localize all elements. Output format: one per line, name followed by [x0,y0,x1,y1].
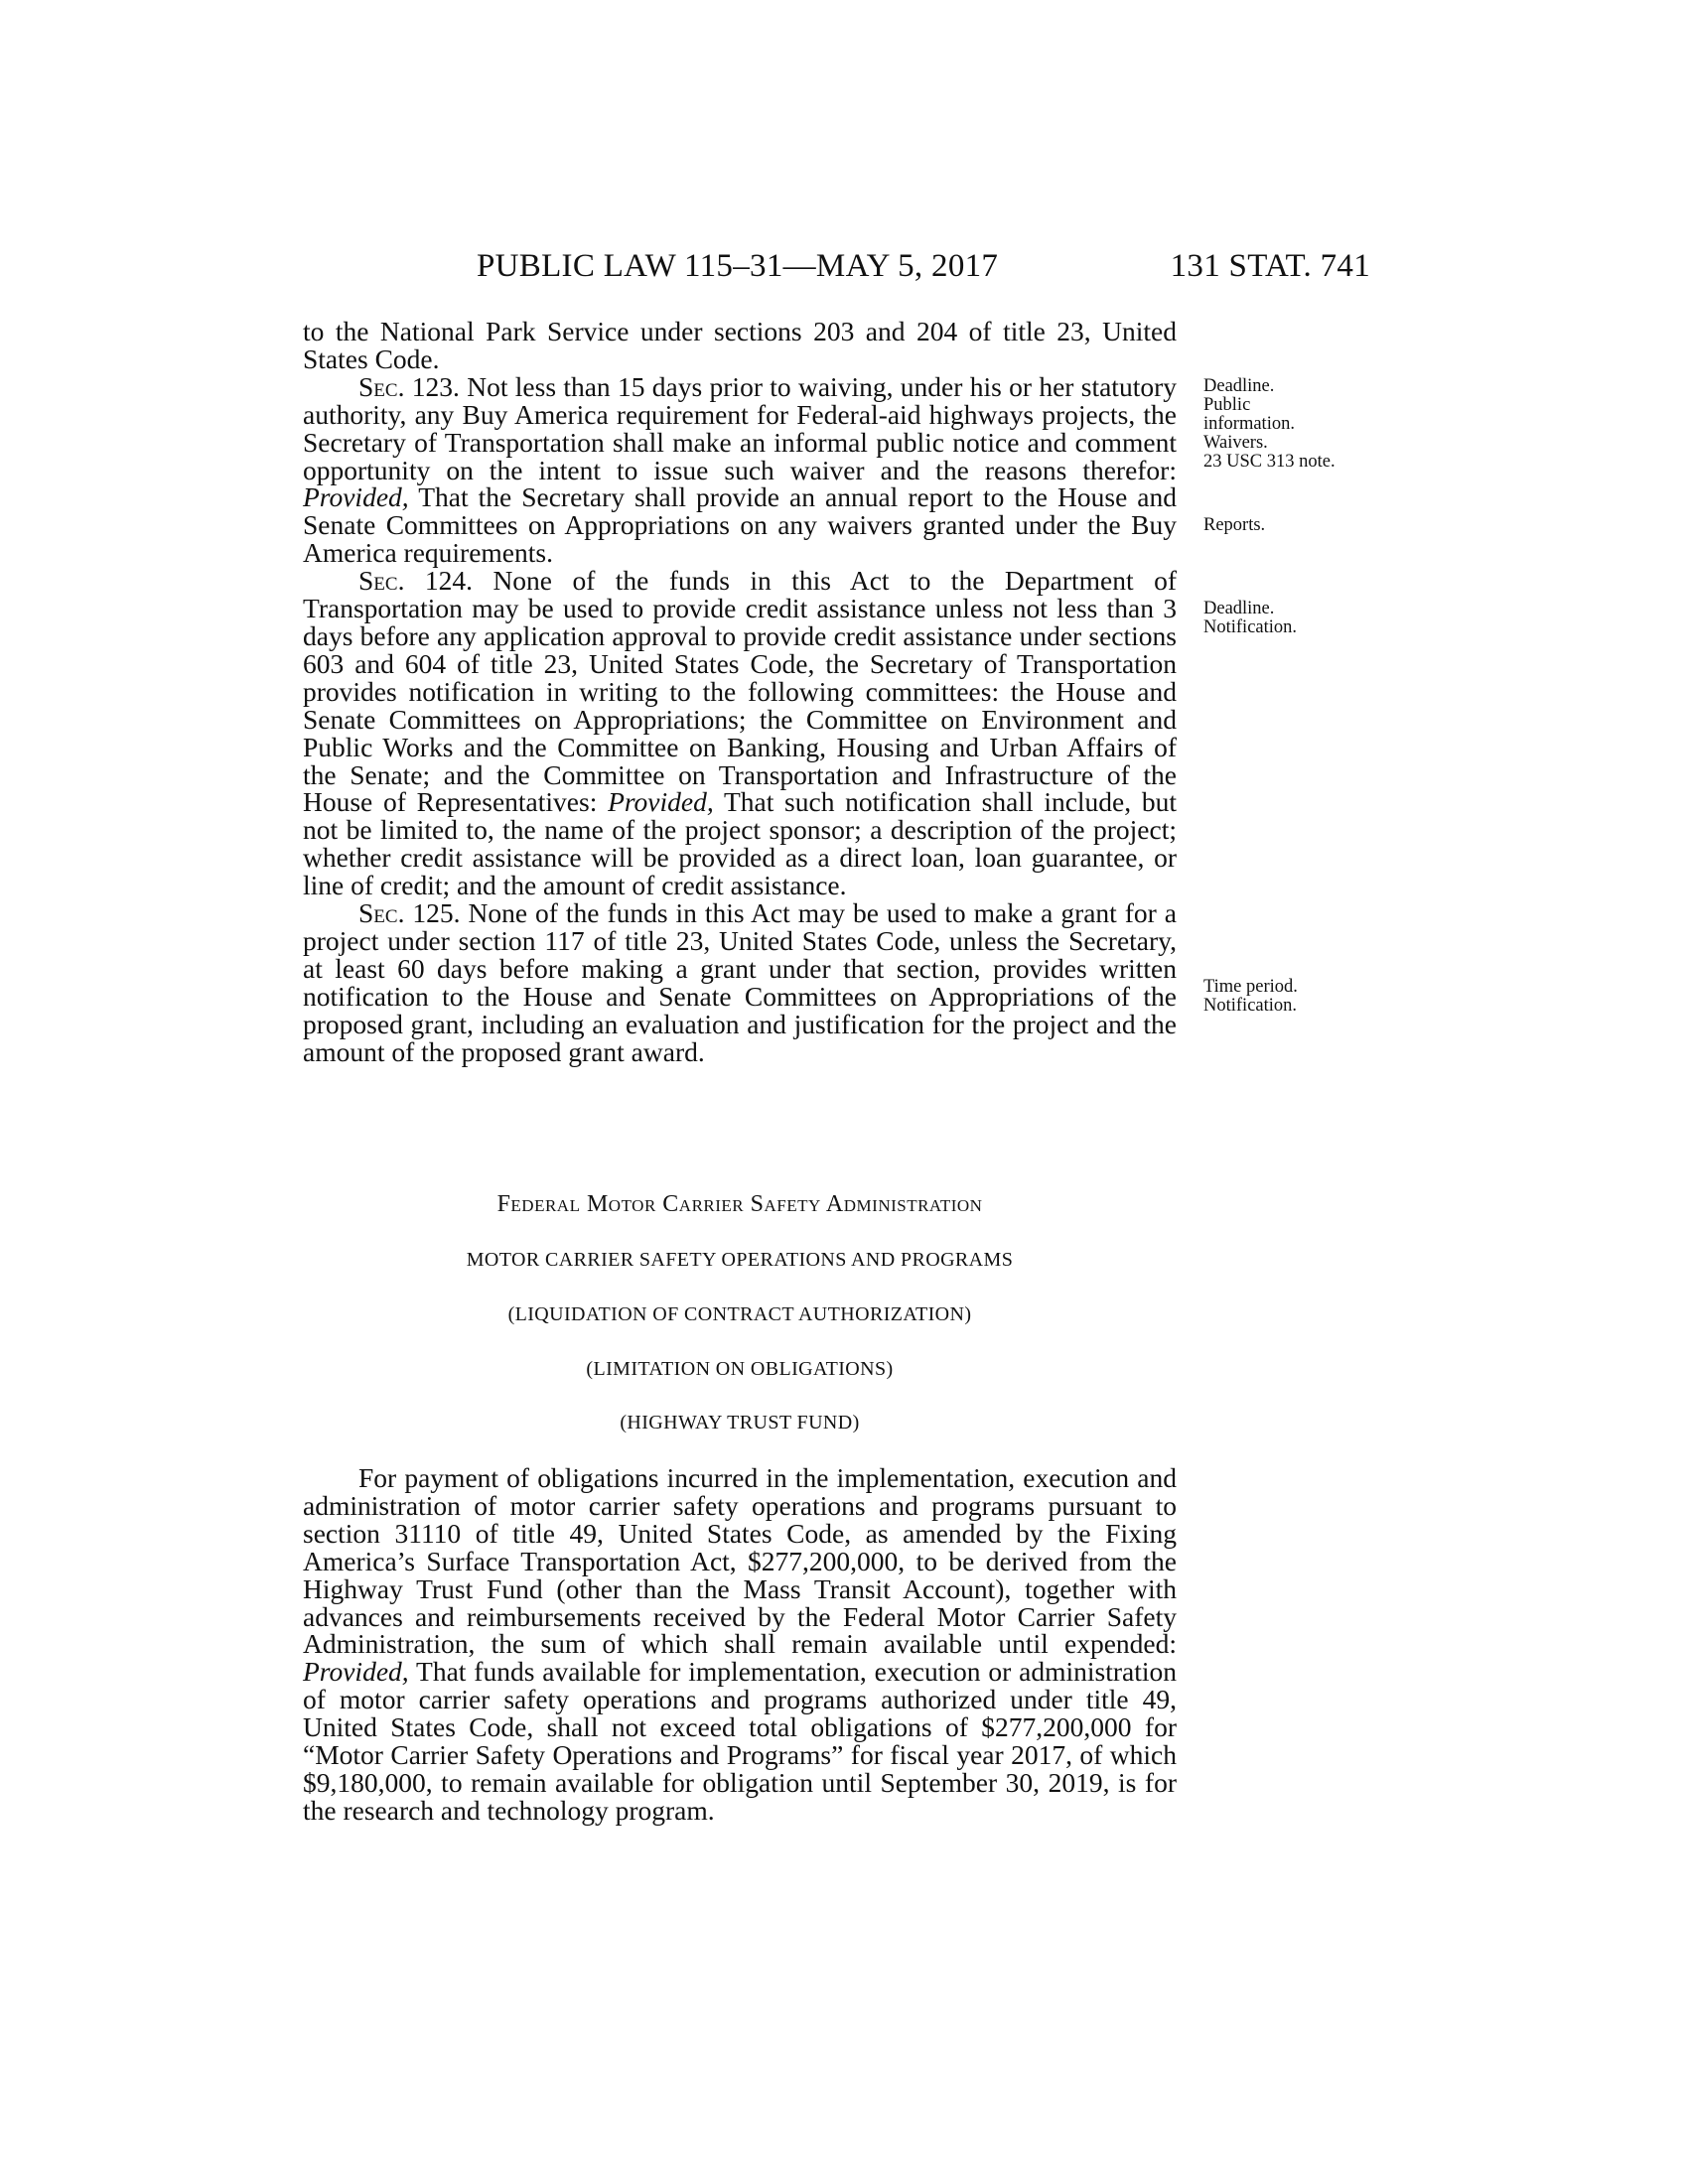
margin-note: 23 USC 313 note. [1203,452,1336,472]
margin-note-group-4 [1203,978,1382,1016]
final-paragraph-text-a: For payment of obligations incurred in the implementation, execution and administration of motor carrier safety operations and programs pursuant to section 31110 of title 49, United States Code, as amended by the Fixing America’s Surface Transportation Act, $277,200,000, to be derived from the Highway Trust Fund (other than the Mass Transit Account), together with advances and reimbursements received by the Federal Motor Carrier Safety Administration, the sum of which shall remain available until expended: [303,1462,1177,1660]
section-125-label: Sec. 125. [358,897,461,929]
margin-note: Public [1203,395,1251,415]
section-125-text: None of the funds in this Act may be used to make a grant for a project under section 117 of title 23, United States Code, unless the Secretary, at least 60 days before making a grant under that section, provides written notification to the House and Senate Committees on Appropriations of the proposed grant, including an evaluation and justification for the project and the amount of the proposed grant award. [303,897,1178,1067]
margin-note: Notification. [1203,996,1298,1016]
margin-note: Reports. [1203,515,1266,535]
section-123-text-b: That the Secretary shall provide an annual report to the House and Senate Committees on Appropriations on any waivers granted under the Buy America requirements. [303,481,1177,569]
page-header [477,248,1370,288]
law-title: PUBLIC LAW 115–31—MAY 5, 2017 [477,248,999,284]
final-paragraph [303,1464,1177,1825]
section-123-text-a: Not less than 15 days prior to waiving, under his or her statutory authority, any Buy America requirement for Federal-aid highways projects, the Secretary of Transportation shall make an informal public notice and comment opportunity on the intent to issue such waiver and the reasons therefor: [303,370,1177,485]
margin-note: Waivers. [1203,433,1268,453]
margin-note-group-2 [1203,516,1382,535]
section-125 [303,899,1177,1065]
section-123-label: Sec. 123. [358,370,460,402]
margin-note-group-3 [1203,600,1382,637]
appropriation-paragraph [303,1464,1177,1825]
section-124-provided: Provided, [608,786,714,818]
subheading-liquidation: (LIQUIDATION OF CONTRACT AUTHORIZATION) [507,1303,972,1325]
program-heading: MOTOR CARRIER SAFETY OPERATIONS AND PROGRAMS [466,1249,1014,1271]
subheading-trust-fund: (HIGHWAY TRUST FUND) [620,1412,860,1433]
sections-text [303,318,1177,1065]
final-paragraph-text-b: That funds available for implementation, execution or administration of motor carrier safety operations and programs authorized under title 49, United States Code, shall not exceed total obligations of $277,200,000 for “Motor Carrier Safety Operations and Programs” for fiscal year 2017, of which $9,180,000, to remain available for obligation until September 30, 2019, is for the research and technology program. [303,1656,1177,1826]
margin-note: information. [1203,414,1295,434]
final-paragraph-provided: Provided, [303,1656,409,1688]
margin-note: Deadline. [1203,376,1275,396]
section-124 [303,567,1177,899]
continued-text: to the National Park Service under sections 203 and 204 of title 23, United States Code. [303,316,1177,374]
section-123 [303,370,1177,569]
section-124-text-a: None of the funds in this Act to the Department of Transportation may be used to provide credit assistance unless not less than 3 days before any application approval to provide credit assistance under sections 603 and 604 of title 23, United States Code, the Secretary of Transportation provides notification in writing to the following committees: the House and Senate Committees on Appropriations; the Committee on Environment and Public Works and the Committee on Banking, Housing and Urban Affairs of the Senate; and the Committee on Transportation and Infrastructure of the House of Representatives: [303,565,1177,818]
section-124-label: Sec. 124. [358,565,474,597]
margin-note: Deadline. [1203,599,1275,618]
margin-note-group-1 [1203,377,1382,472]
statute-reference: 131 STAT. 741 [1170,248,1370,284]
section-124-text-b: That such notification shall include, but not be limited to, the name of the project sponsor; a description of the project; whether credit assistance will be provided as a direct loan, loan guarantee, or line of credit; and the amount of credit assistance. [303,786,1177,901]
margin-note: Time period. [1203,977,1298,997]
margin-note: Notification. [1203,617,1298,637]
section-123-provided: Provided, [303,481,409,513]
agency-heading: Federal Motor Carrier Safety Administration [496,1191,983,1217]
subheading-limitation: (LIMITATION ON OBLIGATIONS) [586,1358,894,1380]
